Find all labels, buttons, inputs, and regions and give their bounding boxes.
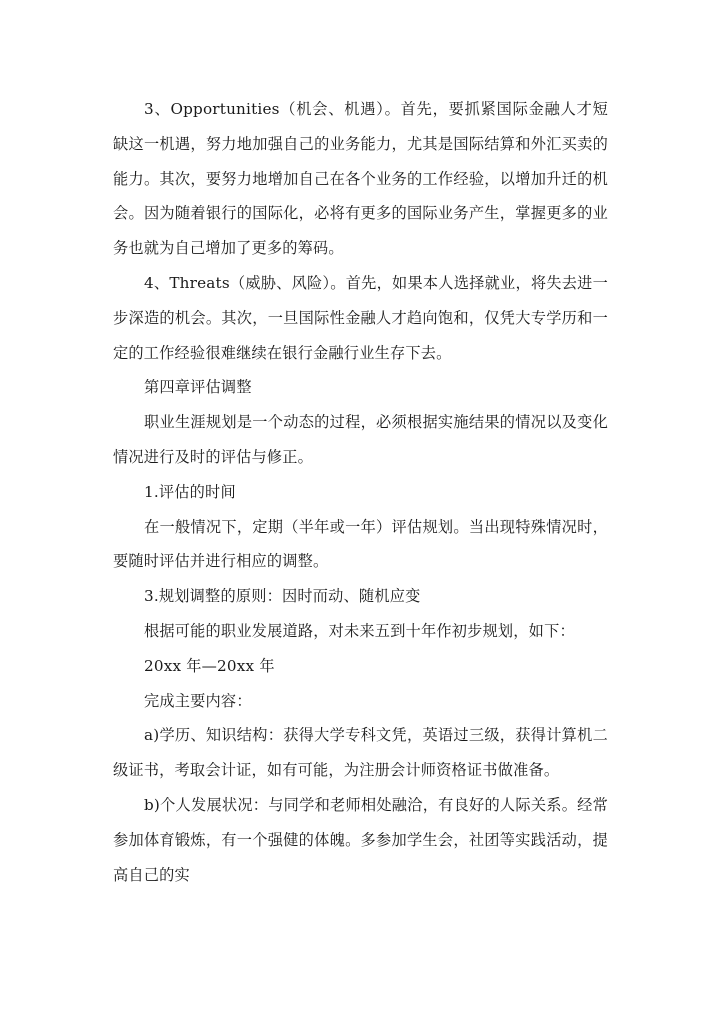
paragraph-intro: 职业生涯规划是一个动态的过程，必须根据实施结果的情况以及变化情况进行及时的评估与修正。 [113, 413, 608, 466]
paragraph-time: 在一般情况下，定期（半年或一年）评估规划。当出现特殊情况时，要随时评估并进行相应的调整。 [113, 517, 608, 571]
paragraph-education: a)学历、知识结构：获得大学专科文凭，英语过三级，获得计算机二级证书，考取会计证，如有可能，为注册会计师资格证书做准备。 [113, 726, 608, 780]
paragraph-development: b)个人发展状况：与同学和老师相处融洽，有良好的人际关系。经常参加体育锻炼，有一个强健的体魄。多参加学生会，社团等实践活动，提高自己的实 [113, 795, 608, 884]
section-heading-time: 1.评估的时间 [144, 482, 236, 501]
period-label: 20xx 年—20xx 年 [144, 656, 275, 675]
section-heading-principle: 3.规划调整的原则：因时而动、随机应变 [144, 587, 421, 606]
paragraph-threats: 4、Threats（威胁、风险）。首先，如果本人选择就业，将失去进一步深造的机会。其次，一旦国际性金融人才趋向饱和，仅凭大专学历和一定的工作经验很难继续在银行金融行业生存下去。 [113, 273, 608, 362]
document-body [113, 92, 608, 892]
chapter-heading: 第四章评估调整 [144, 378, 252, 397]
paragraph-plan: 根据可能的职业发展道路，对未来五到十年作初步规划，如下： [144, 621, 575, 640]
content-label: 完成主要内容： [144, 691, 252, 710]
paragraph-opportunities: 3、Opportunities（机会、机遇）。首先，要抓紧国际金融人才短缺这一机遇，努力地加强自己的业务能力，尤其是国际结算和外汇买卖的能力。其次，要努力地增加自己在各个业务的工作经验，以增加升迁的机会。因为随着银行的国际化，必将有更多的国际业务产生，掌握更多的业务也就为自己增加了更多的筹码。 [113, 100, 608, 258]
